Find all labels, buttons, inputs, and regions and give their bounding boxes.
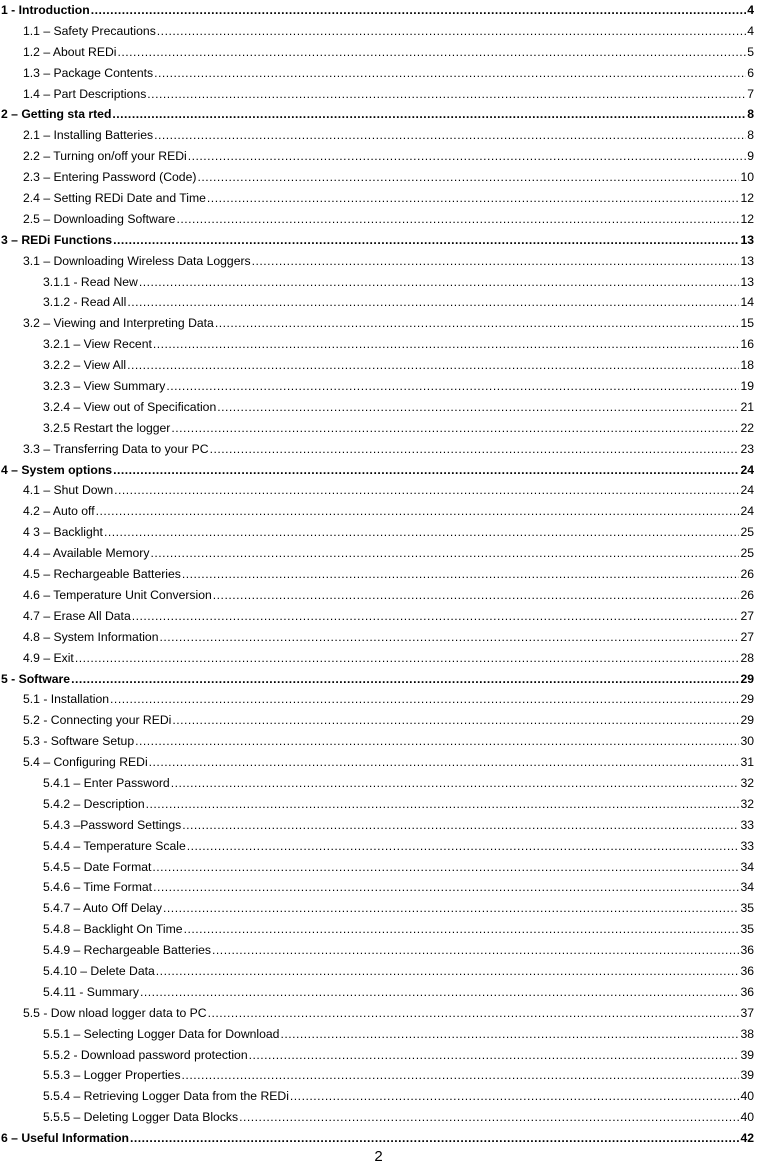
toc-entry-page: 38 (740, 1026, 754, 1041)
toc-dot-leader (197, 167, 739, 188)
toc-entry-line (23, 627, 754, 648)
toc-entry-line (43, 877, 754, 898)
toc-entry[interactable] (0, 564, 757, 585)
toc-dot-leader (182, 815, 739, 836)
toc-entry-title: 5.2 - Connecting your REDi (23, 713, 172, 728)
toc-entry-title: 5.4 – Configuring REDi (23, 755, 148, 770)
toc-entry[interactable] (0, 42, 757, 63)
toc-entry-title: 4 3 – Backlight (23, 525, 103, 540)
toc-entry-title: 3.2.1 – View Recent (43, 337, 152, 352)
toc-entry-page: 4 (747, 23, 754, 38)
toc-entry-title: 3.2 – Viewing and Interpreting Data (23, 316, 214, 331)
toc-entry[interactable] (0, 1107, 757, 1128)
toc-entry-page: 13 (740, 232, 754, 247)
toc-entry-page: 36 (740, 943, 754, 958)
toc-entry-line (43, 1045, 754, 1066)
toc-entry-title: 4.1 – Shut Down (23, 483, 114, 498)
toc-dot-leader (149, 752, 740, 773)
toc-entry-page: 26 (740, 567, 754, 582)
toc-entry[interactable] (0, 167, 757, 188)
toc-entry-line (23, 439, 754, 460)
toc-entry-line (23, 209, 754, 230)
toc-dot-leader (130, 1128, 739, 1149)
toc-entry-line (23, 63, 754, 84)
toc-dot-leader (113, 230, 739, 251)
toc-dot-leader (153, 334, 740, 355)
toc-entry[interactable] (0, 710, 757, 731)
toc-entry-line (23, 146, 754, 167)
toc-entry-page: 24 (740, 504, 754, 519)
toc-entry-page: 29 (740, 713, 754, 728)
toc-entry-page: 14 (740, 295, 754, 310)
toc-entry-page: 18 (740, 358, 754, 373)
toc-entry-page: 32 (740, 775, 754, 790)
toc-entry[interactable] (0, 230, 757, 251)
toc-entry-line (43, 898, 754, 919)
toc-dot-leader (154, 125, 746, 146)
toc-entry[interactable] (0, 1003, 757, 1024)
toc-entry-title: 5.5 - Dow nload logger data to PC (23, 1005, 207, 1020)
toc-entry-line (23, 21, 754, 42)
toc-entry-page: 33 (740, 817, 754, 832)
toc-entry[interactable] (0, 0, 757, 21)
toc-entry-title: 2.2 – Turning on/off your REDi (23, 149, 187, 164)
toc-entry-page: 7 (747, 86, 754, 101)
toc-entry-title: 5.5.2 - Download password protection (43, 1047, 248, 1062)
toc-dot-leader (127, 355, 739, 376)
toc-entry-title: 5.5.4 – Retrieving Logger Data from the REDi (43, 1089, 289, 1104)
toc-dot-leader (184, 919, 740, 940)
toc-dot-leader (153, 877, 739, 898)
toc-entry[interactable] (0, 585, 757, 606)
toc-entry-page: 13 (740, 253, 754, 268)
toc-entry-title: 4 – System options (1, 462, 113, 477)
toc-entry-title: 2.3 – Entering Password (Code) (23, 170, 197, 185)
toc-entry-page: 21 (740, 399, 754, 414)
toc-entry-title: 3.3 – Transferring Data to your PC (23, 441, 209, 456)
toc-entry[interactable] (0, 898, 757, 919)
toc-entry-title: 4.7 – Erase All Data (23, 608, 131, 623)
toc-dot-leader (187, 836, 740, 857)
toc-entry-line (43, 919, 754, 940)
toc-entry-line (43, 376, 754, 397)
toc-entry-line (1, 460, 754, 481)
toc-entry-title: 5.4.8 – Backlight On Time (43, 922, 183, 937)
toc-entry-page: 32 (740, 796, 754, 811)
toc-dot-leader (127, 292, 739, 313)
toc-entry-title: 5 - Software (1, 671, 71, 686)
toc-entry[interactable] (0, 397, 757, 418)
toc-entry-line (1, 1128, 754, 1149)
toc-dot-leader (157, 21, 746, 42)
toc-entry-title: 5.4.5 – Date Format (43, 859, 152, 874)
toc-dot-leader (176, 209, 739, 230)
toc-entry-page: 27 (740, 629, 754, 644)
toc-entry-line (23, 501, 754, 522)
toc-entry-line (23, 188, 754, 209)
toc-dot-leader (210, 439, 740, 460)
toc-entry-page: 4 (747, 3, 754, 17)
toc-entry-line (23, 480, 754, 501)
toc-entry-title: 5.4.9 – Rechargeable Batteries (43, 943, 212, 958)
toc-dot-leader (154, 63, 746, 84)
toc-entry-line (23, 251, 754, 272)
toc-entry-line (43, 794, 754, 815)
toc-dot-leader (207, 188, 740, 209)
toc-dot-leader (252, 251, 740, 272)
toc-entry-line (43, 334, 754, 355)
toc-dot-leader (132, 606, 740, 627)
toc-entry-title: 5.4.3 –Password Settings (43, 817, 182, 832)
toc-dot-leader (96, 501, 740, 522)
toc-dot-leader (188, 146, 746, 167)
toc-entry-line (43, 982, 754, 1003)
toc-entry-title: 5.4.2 – Description (43, 796, 145, 811)
toc-dot-leader (114, 480, 739, 501)
toc-entry[interactable] (0, 689, 757, 710)
toc-entry-title: 4.6 – Temperature Unit Conversion (23, 587, 212, 602)
toc-entry[interactable] (0, 1086, 757, 1107)
toc-entry-page: 39 (740, 1068, 754, 1083)
toc-entry-title: 1.4 – Part Descriptions (23, 86, 147, 101)
toc-entry[interactable] (0, 1045, 757, 1066)
toc-dot-leader (280, 1024, 739, 1045)
toc-entry[interactable] (0, 272, 757, 293)
toc-dot-leader (171, 418, 739, 439)
toc-entry-line (23, 167, 754, 188)
toc-entry[interactable] (0, 982, 757, 1003)
toc-entry-title: 5.4.11 - Summary (43, 984, 139, 999)
toc-entry-title: 4.5 – Rechargeable Batteries (23, 567, 181, 582)
toc-entry-page: 27 (740, 608, 754, 623)
toc-entry-line (23, 84, 754, 105)
toc-dot-leader (147, 84, 746, 105)
toc-entry-page: 39 (740, 1047, 754, 1062)
toc-dot-leader (166, 376, 739, 397)
toc-entry[interactable] (0, 1128, 757, 1149)
toc-entry-line (1, 230, 754, 251)
toc-entry-line (23, 564, 754, 585)
toc-entry[interactable] (0, 815, 757, 836)
toc-entry[interactable] (0, 648, 757, 669)
toc-entry-title: 4.4 – Available Memory (23, 546, 150, 561)
toc-entry[interactable] (0, 251, 757, 272)
toc-dot-leader (110, 689, 739, 710)
toc-entry-page: 25 (740, 546, 754, 561)
toc-entry-title: 6 – Useful Information (1, 1131, 129, 1146)
toc-entry-line (23, 648, 754, 669)
toc-entry-line (23, 689, 754, 710)
toc-entry-line (1, 104, 754, 125)
toc-entry-page: 8 (747, 128, 754, 143)
toc-entry[interactable] (0, 501, 757, 522)
toc-dot-leader (159, 627, 739, 648)
toc-dot-leader (140, 982, 739, 1003)
toc-entry-page: 28 (740, 650, 754, 665)
toc-entry[interactable] (0, 919, 757, 940)
toc-entry[interactable] (0, 21, 757, 42)
toc-entry[interactable] (0, 480, 757, 501)
toc-entry-line (23, 42, 754, 63)
toc-entry-page: 24 (740, 483, 754, 498)
toc-dot-leader (139, 272, 740, 293)
toc-entry-title: 2 – Getting sta rted (1, 107, 112, 122)
toc-entry-line (43, 961, 754, 982)
toc-entry-page: 40 (740, 1089, 754, 1104)
toc-entry-title: 1.3 – Package Contents (23, 65, 154, 80)
toc-dot-leader (75, 648, 740, 669)
toc-dot-leader (239, 1107, 739, 1128)
toc-entry-title: 4.8 – System Information (23, 629, 159, 644)
toc-entry-title: 5.4.6 – Time Format (43, 880, 153, 895)
toc-entry-line (23, 1003, 754, 1024)
toc-entry-title: 1 - Introduction (1, 3, 90, 17)
toc-entry-line (23, 313, 754, 334)
toc-entry-title: 1.2 – About REDi (23, 44, 117, 59)
toc-entry[interactable] (0, 209, 757, 230)
toc-entry[interactable] (0, 857, 757, 878)
toc-entry[interactable] (0, 773, 757, 794)
toc-entry-page: 35 (740, 922, 754, 937)
toc-entry-page: 31 (740, 755, 754, 770)
toc-entry-page: 5 (747, 44, 754, 59)
toc-entry-page: 30 (740, 734, 754, 749)
toc-entry-line (23, 606, 754, 627)
toc-entry-line (43, 355, 754, 376)
toc-dot-leader (249, 1045, 740, 1066)
toc-entry[interactable] (0, 940, 757, 961)
toc-dot-leader (290, 1086, 740, 1107)
toc-entry[interactable] (0, 439, 757, 460)
toc-entry-page: 29 (740, 692, 754, 707)
toc-entry[interactable] (0, 418, 757, 439)
toc-entry[interactable] (0, 292, 757, 313)
toc-dot-leader (104, 522, 739, 543)
toc-entry-line (23, 752, 754, 773)
toc-entry-title: 5.4.4 – Temperature Scale (43, 838, 186, 853)
toc-entry[interactable] (0, 961, 757, 982)
toc-entry-page: 8 (747, 107, 754, 122)
toc-entry-line (43, 1024, 754, 1045)
toc-entry-title: 4.9 – Exit (23, 650, 74, 665)
toc-entry-page: 10 (740, 170, 754, 185)
toc-dot-leader (215, 313, 740, 334)
toc-dot-leader (71, 669, 739, 690)
toc-entry-title: 3.2.5 Restart the logger (43, 420, 171, 435)
toc-entry-line (1, 0, 754, 21)
toc-dot-leader (163, 898, 739, 919)
toc-entry[interactable] (0, 794, 757, 815)
toc-dot-leader (182, 564, 740, 585)
toc-entry-line (43, 815, 754, 836)
toc-dot-leader (112, 104, 746, 125)
toc-entry-page: 24 (740, 462, 754, 477)
toc-entry-page: 25 (740, 525, 754, 540)
toc-entry-title: 4.2 – Auto off (23, 504, 95, 519)
toc-entry-line (23, 585, 754, 606)
toc-entry-line (43, 292, 754, 313)
toc-entry-page: 15 (740, 316, 754, 331)
toc-entry[interactable] (0, 355, 757, 376)
toc-dot-leader (172, 710, 739, 731)
toc-entry-line (43, 418, 754, 439)
toc-entry-line (1, 669, 754, 690)
toc-entry-line (23, 543, 754, 564)
toc-entry-page: 22 (740, 420, 754, 435)
toc-entry-title: 5.1 - Installation (23, 692, 110, 707)
toc-dot-leader (208, 1003, 740, 1024)
toc-entry-page: 6 (747, 65, 754, 80)
toc-entry[interactable] (0, 627, 757, 648)
toc-dot-leader (156, 961, 740, 982)
toc-entry-line (23, 522, 754, 543)
toc-entry-title: 1.1 – Safety Precautions (23, 23, 156, 38)
toc-entry-title: 5.5.3 – Logger Properties (43, 1068, 181, 1083)
toc-entry[interactable] (0, 334, 757, 355)
toc-entry-page: 26 (740, 587, 754, 602)
toc-entry-page: 13 (740, 274, 754, 289)
toc-entry-page: 36 (740, 984, 754, 999)
toc-entry-title: 3.2.4 – View out of Specification (43, 399, 217, 414)
toc-entry-title: 3.1 – Downloading Wireless Data Loggers (23, 253, 251, 268)
toc-entry[interactable] (0, 63, 757, 84)
toc-dot-leader (91, 0, 747, 21)
toc-entry-title: 2.4 – Setting REDi Date and Time (23, 191, 206, 206)
toc-entry-title: 5.5.5 – Deleting Logger Data Blocks (43, 1110, 239, 1125)
toc-entry-title: 3 – REDi Functions (1, 232, 113, 247)
toc-entry-page: 16 (740, 337, 754, 352)
toc-entry-line (23, 125, 754, 146)
toc-dot-leader (135, 731, 739, 752)
toc-entry-line (43, 940, 754, 961)
toc-entry[interactable] (0, 104, 757, 125)
toc-entry-title: 5.4.1 – Enter Password (43, 775, 170, 790)
toc-entry[interactable] (0, 543, 757, 564)
toc-entry-page: 34 (740, 880, 754, 895)
toc-entry-page: 35 (740, 901, 754, 916)
toc-entry[interactable] (0, 376, 757, 397)
toc-entry-line (43, 857, 754, 878)
toc-entry-line (23, 710, 754, 731)
toc-entry[interactable] (0, 146, 757, 167)
toc-entry-title: 2.5 – Downloading Software (23, 211, 176, 226)
toc-entry-page: 9 (747, 149, 754, 164)
toc-entry-line (23, 731, 754, 752)
toc-dot-leader (152, 857, 739, 878)
toc-entry-title: 3.2.3 – View Summary (43, 379, 166, 394)
toc-entry-title: 5.4.7 – Auto Off Delay (43, 901, 163, 916)
toc-dot-leader (146, 794, 740, 815)
toc-entry-title: 5.3 - Software Setup (23, 734, 135, 749)
toc-entry-title: 3.2.2 – View All (43, 358, 127, 373)
toc-entry-page: 34 (740, 859, 754, 874)
toc-entry[interactable] (0, 877, 757, 898)
toc-entry-page: 12 (740, 191, 754, 206)
toc-entry-page: 29 (740, 671, 754, 686)
toc-entry-line (43, 836, 754, 857)
toc-entry-page: 23 (740, 441, 754, 456)
toc-dot-leader (212, 940, 739, 961)
toc-dot-leader (118, 42, 747, 63)
toc-entry-title: 5.4.10 – Delete Data (43, 963, 155, 978)
toc-entry-line (43, 773, 754, 794)
toc-entry[interactable] (0, 752, 757, 773)
toc-entry-page: 37 (740, 1005, 754, 1020)
toc-entry[interactable] (0, 669, 757, 690)
toc-entry-line (43, 1065, 754, 1086)
toc-entry-line (43, 272, 754, 293)
toc-entry[interactable] (0, 125, 757, 146)
toc-entry-title: 3.1.1 - Read New (43, 274, 138, 289)
toc-entry[interactable] (0, 313, 757, 334)
toc-entry-page: 33 (740, 838, 754, 853)
toc-entry-title: 5.5.1 – Selecting Logger Data for Download (43, 1026, 280, 1041)
toc-entry-page: 42 (740, 1131, 754, 1146)
toc-entry-page: 12 (740, 211, 754, 226)
toc-entry[interactable] (0, 1065, 757, 1086)
toc-entry-line (43, 397, 754, 418)
toc-dot-leader (213, 585, 740, 606)
toc-entry[interactable] (0, 836, 757, 857)
toc-entry-line (43, 1107, 754, 1128)
toc-entry[interactable] (0, 731, 757, 752)
toc-dot-leader (171, 773, 740, 794)
toc-entry[interactable] (0, 522, 757, 543)
toc-entry-title: 2.1 – Installing Batteries (23, 128, 154, 143)
toc-dot-leader (217, 397, 739, 418)
toc-entry[interactable] (0, 84, 757, 105)
toc-entry-title: 3.1.2 - Read All (43, 295, 127, 310)
toc-entry-line (43, 1086, 754, 1107)
toc-entry[interactable] (0, 606, 757, 627)
toc-dot-leader (182, 1065, 740, 1086)
toc-entry[interactable] (0, 1024, 757, 1045)
toc-entry[interactable] (0, 460, 757, 481)
toc-entry-page: 19 (740, 379, 754, 394)
toc-entry-page: 36 (740, 963, 754, 978)
toc-entry-page: 40 (740, 1110, 754, 1125)
page-number: 2 (374, 1148, 383, 1165)
toc-entry[interactable] (0, 188, 757, 209)
toc-dot-leader (113, 460, 739, 481)
toc-dot-leader (150, 543, 739, 564)
